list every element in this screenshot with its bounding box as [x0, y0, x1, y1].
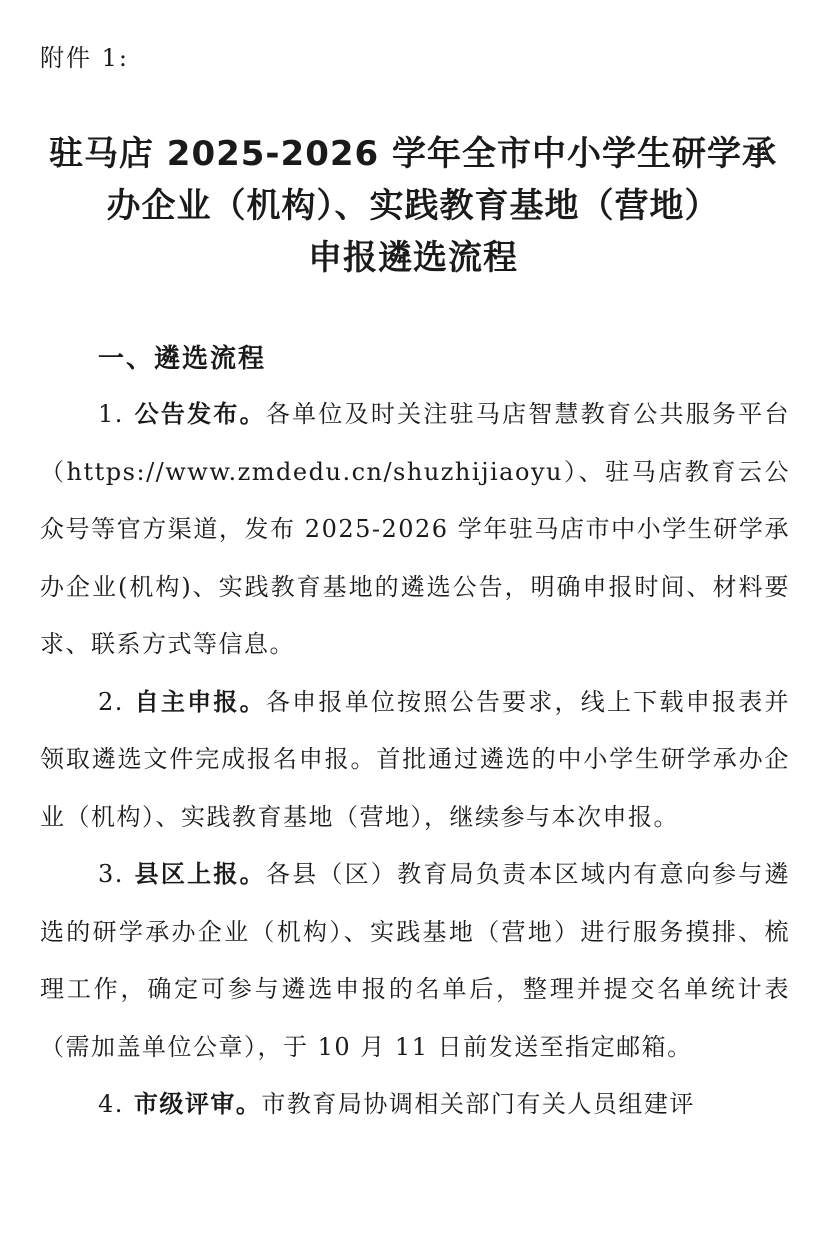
item-number: 3. — [98, 860, 124, 888]
title-line-2: 办企业（机构）、实践教育基地（营地） — [106, 186, 720, 226]
item-lead: 公告发布。 — [133, 400, 266, 428]
item-text: 各单位及时关注驻马店智慧教育公共服务平台（https://www.zmdedu.cn/shuzhijiaoyu）、驻马店教育云公众号等官方渠道，发布 2025-2026 学年驻马店市中小学生研学承办企业(机构)、实践教育基地的遴选公告，明确申报时间、材料要求、联系方式等信息。 — [40, 400, 791, 658]
paragraph-2 — [40, 674, 790, 847]
item-number: 2. — [98, 687, 124, 716]
item-lead: 县区上报。 — [133, 860, 266, 888]
paragraph-4 — [40, 1076, 790, 1134]
item-number: 1. — [98, 400, 124, 428]
paragraph-1 — [40, 386, 790, 674]
attachment-label: 附件 1: — [40, 44, 129, 72]
section-heading: 一、遴选流程 — [98, 344, 267, 374]
item-text: 市教育局协调相关部门有关人员组建评 — [261, 1090, 695, 1118]
body-text — [40, 386, 790, 1134]
item-text: 各县（区）教育局负责本区域内有意向参与遴选的研学承办企业（机构）、实践基地（营地）进行服务摸排、梳理工作，确定可参与遴选申报的名单后，整理并提交名单统计表（需加盖单位公章），于 10 月 11 日前发送至指定邮箱。 — [40, 860, 791, 1061]
title-line-3: 申报遴选流程 — [308, 238, 518, 278]
paragraph-3 — [40, 846, 790, 1076]
title-line-1: 驻马店 2025-2026 学年全市中小学生研学承 — [48, 134, 778, 174]
document-title — [0, 128, 826, 284]
item-text: 各申报单位按照公告要求，线上下载申报表并领取遴选文件完成报名申报。首批通过遴选的中小学生研学承办企业（机构）、实践教育基地（营地），继续参与本次申报。 — [40, 687, 791, 831]
item-number: 4. — [98, 1090, 124, 1118]
item-lead: 市级评审。 — [133, 1090, 262, 1118]
item-lead: 自主申报。 — [133, 687, 266, 716]
